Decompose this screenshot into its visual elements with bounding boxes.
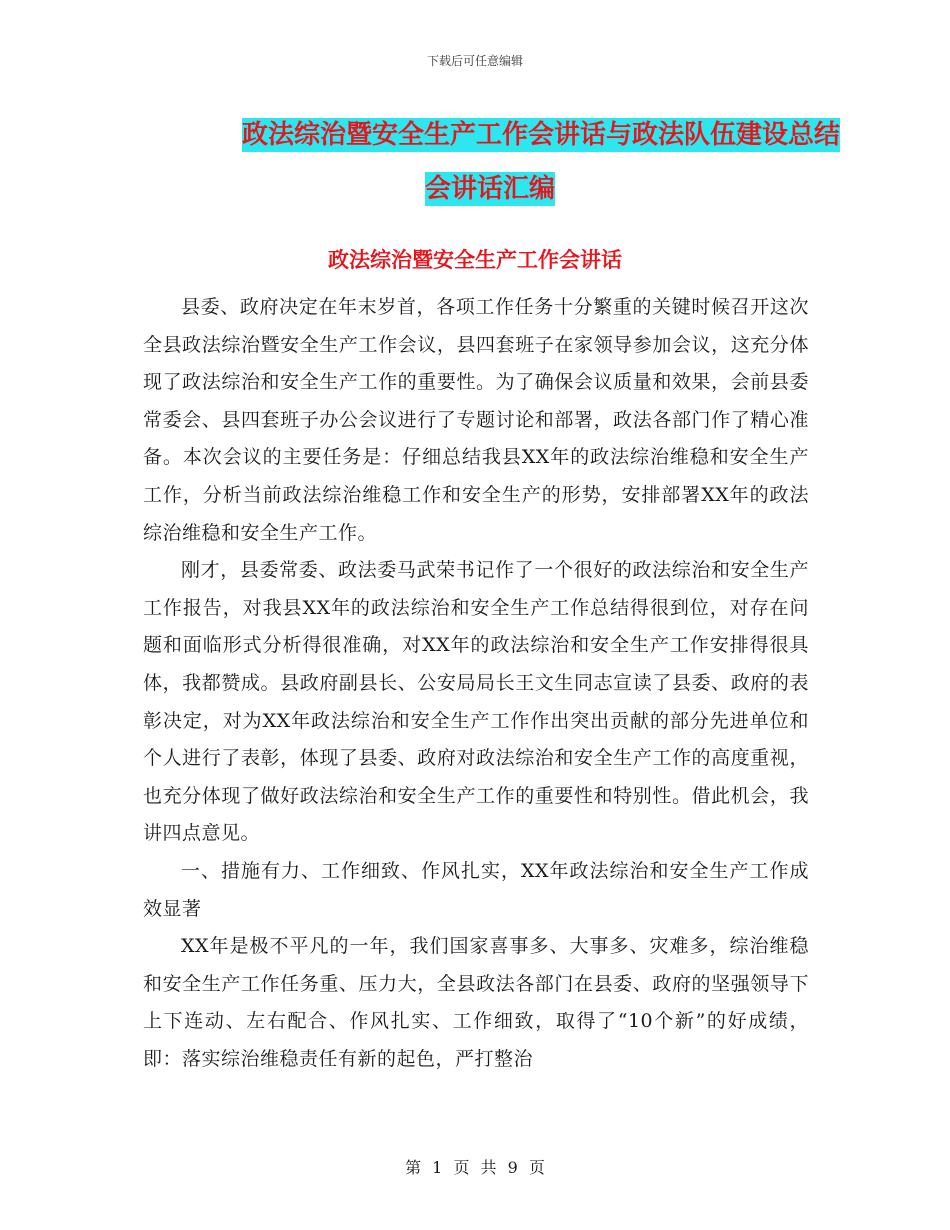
paragraph: XX年是极不平凡的一年，我们国家喜事多、大事多、灾难多，综治维稳和安全生产工作任务重、压力大，全县政法各部门在县委、政府的坚强领导下上下连动、左右配合、作风扎实、工作细致，取得了“10个新”的好成绩，即：落实综治维稳责任有新的起色，严打整治 [143,935,809,1070]
section-title: 政法综治暨安全生产工作会讲话 [328,248,622,272]
document-title-line1: 政法综治暨安全生产工作会讲话与政法队伍建设总结 [241,120,840,150]
body-text [143,289,809,1078]
document-title-line2: 会讲话汇编 [424,174,555,204]
paragraph: 刚才，县委常委、政法委马武荣书记作了一个很好的政法综治和安全生产工作报告，对我县XX年的政法综治和安全生产工作总结得很到位，对存在问题和面临形式分析得很准确，对XX年的政法综治和安全生产工作安排得很具体，我都赞成。县政府副县长、公安局局长王文生同志宣读了县委、政府的表彰决定，对为XX年政法综治和安全生产工作作出突出贡献的部分先进单位和个人进行了表彰，体现了县委、政府对政法综治和安全生产工作的高度重视，也充分体现了做好政法综治和安全生产工作的重要性和特别性。借此机会，我讲四点意见。 [143,559,809,845]
paragraph: 一、措施有力、工作细致、作风扎实，XX年政法综治和安全生产工作成效显著 [143,859,809,920]
document-title [140,108,840,216]
page-header-note: 下载后可任意编辑 [426,54,523,68]
page-number: 第 1 页 共 9 页 [405,1158,545,1177]
paragraph: 县委、政府决定在年末岁首，各项工作任务十分繁重的关键时候召开这次全县政法综治暨安全生产工作会议，县四套班子在家领导参加会议，这充分体现了政法综治和安全生产工作的重要性。为了确保会议质量和效果，会前县委常委会、县四套班子办公会议进行了专题讨论和部署，政法各部门作了精心准备。本次会议的主要任务是：仔细总结我县XX年的政法综治维稳和安全生产工作，分析当前政法综治维稳工作和安全生产的形势，安排部署XX年的政法综治维稳和安全生产工作。 [143,296,809,544]
